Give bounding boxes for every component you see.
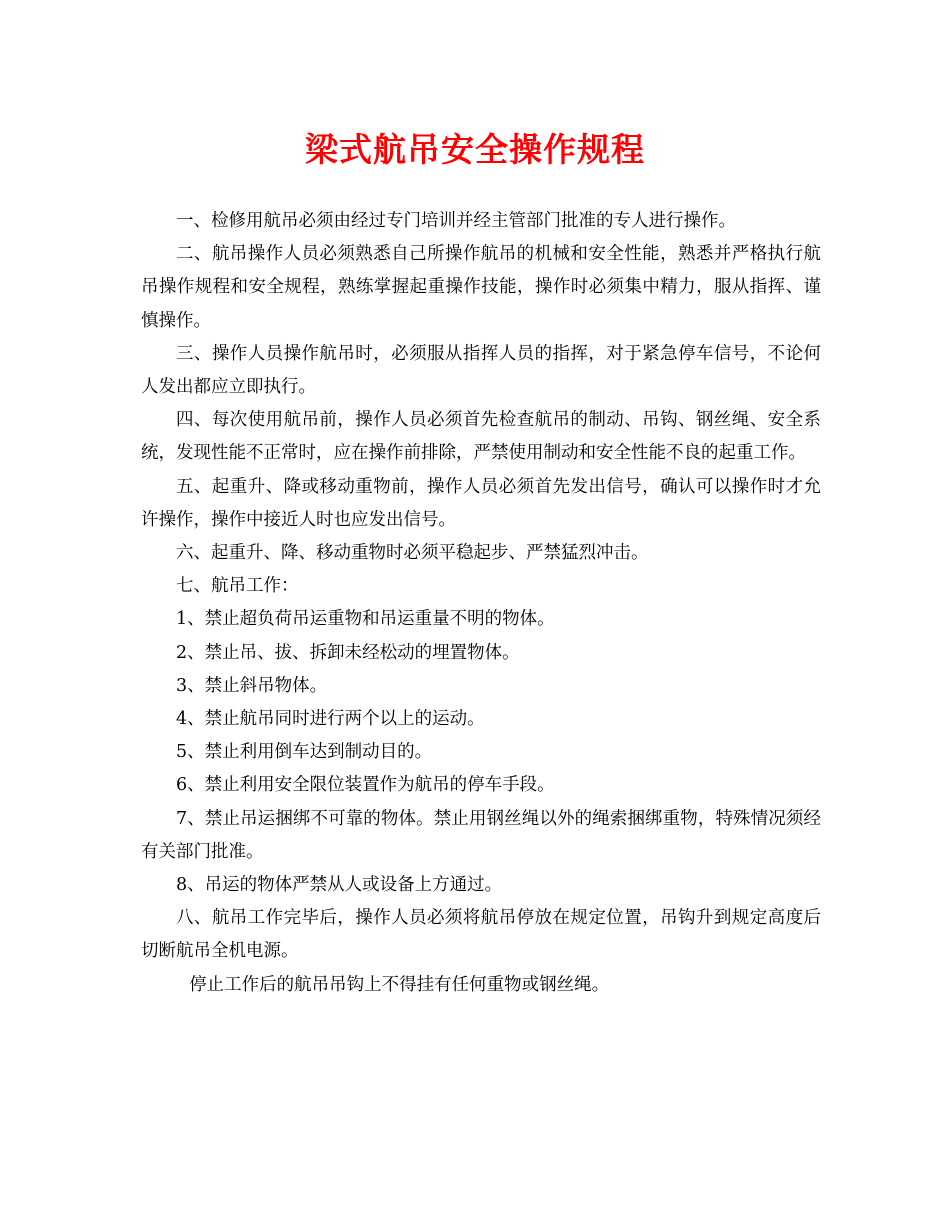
- list-item: 2、禁止吊、拔、拆卸未经松动的埋置物体。: [176, 642, 520, 663]
- document-body: [141, 205, 821, 1002]
- list-item: 4、禁止航吊同时进行两个以上的运动。: [176, 709, 485, 730]
- paragraph: 八、航吊工作完毕后，操作人员必须将航吊停放在规定位置，吊钩升到规定高度后切断航吊全机电源。: [141, 908, 821, 962]
- list-item: 7、禁止吊运捆绑不可靠的物体。禁止用钢丝绳以外的绳索捆绑重物，特殊情况须经有关部门批准。: [141, 808, 821, 862]
- paragraph: 二、航吊操作人员必须熟悉自己所操作航吊的机械和安全性能，熟悉并严格执行航吊操作规程和安全规程，熟练掌握起重操作技能，操作时必须集中精力，服从指挥、谨慎操作。: [141, 244, 821, 331]
- list-item: 5、禁止利用倒车达到制动目的。: [176, 742, 433, 763]
- document-title: 梁式航吊安全操作规程: [305, 130, 645, 169]
- paragraph: 六、起重升、降、移动重物时必须平稳起步、严禁猛烈冲击。: [176, 543, 649, 564]
- list-item: 8、吊运的物体严禁从人或设备上方通过。: [176, 875, 503, 896]
- paragraph: 四、每次使用航吊前，操作人员必须首先检查航吊的制动、吊钩、钢丝绳、安全系统，发现性能不正常时，应在操作前排除，严禁使用制动和安全性能不良的起重工作。: [141, 410, 821, 464]
- list-item: 6、禁止利用安全限位装置作为航吊的停车手段。: [176, 775, 555, 796]
- list-item: 1、禁止超负荷吊运重物和吊运重量不明的物体。: [176, 609, 555, 630]
- paragraph: 七、航吊工作：: [176, 576, 299, 597]
- paragraph: 五、起重升、降或移动重物前，操作人员必须首先发出信号，确认可以操作时才允许操作，操作中接近人时也应发出信号。: [141, 476, 821, 530]
- paragraph: 停止工作后的航吊吊钩上不得挂有任何重物或钢丝绳。: [189, 974, 610, 995]
- paragraph: 一、检修用航吊必须由经过专门培训并经主管部门批准的专人进行操作。: [176, 211, 736, 231]
- paragraph: 三、操作人员操作航吊时，必须服从指挥人员的指挥，对于紧急停车信号，不论何人发出都应立即执行。: [141, 343, 821, 398]
- list-item: 3、禁止斜吊物体。: [176, 675, 328, 696]
